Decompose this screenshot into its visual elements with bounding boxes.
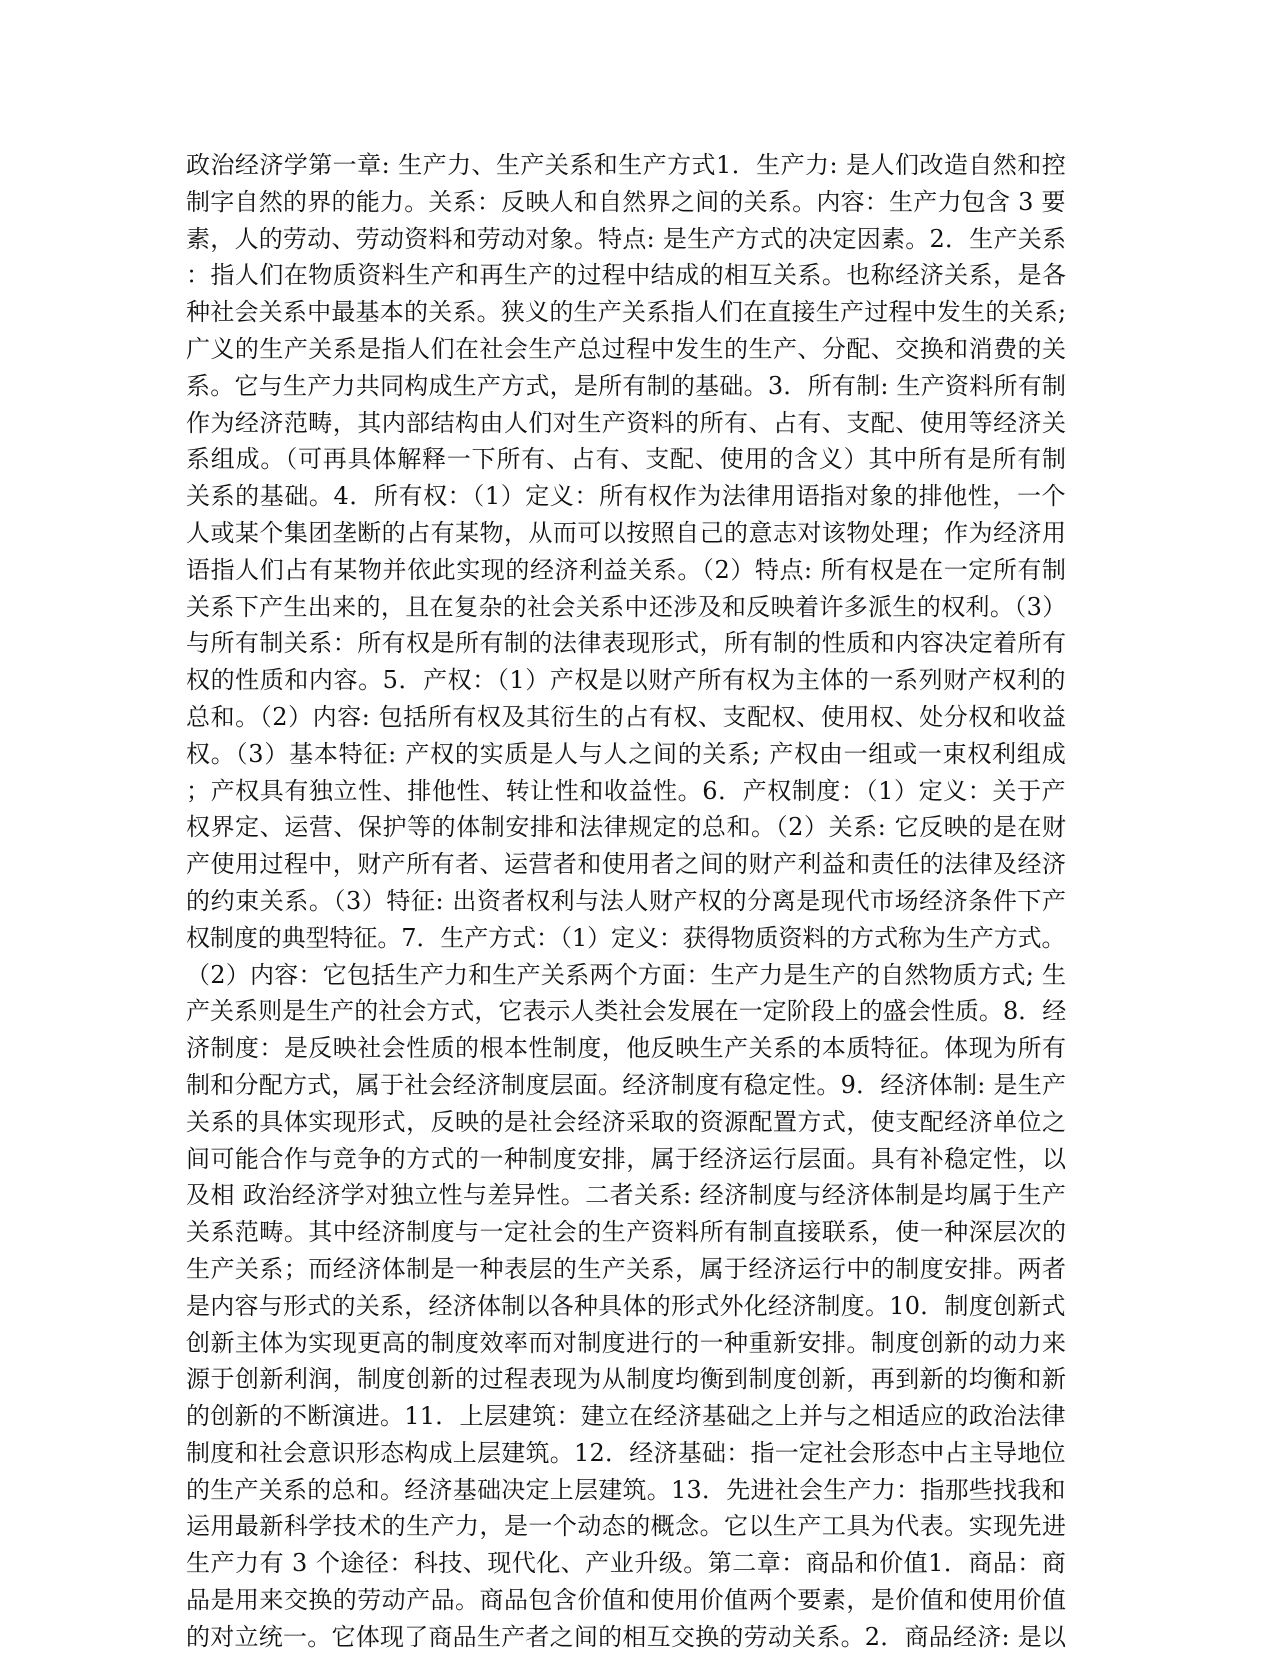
text-line: 济制度：是反映社会性质的根本性制度，他反映生产关系的本质特征。体现为所有 (186, 1034, 1067, 1063)
text-line: 的创新的不断演进。11．上层建筑：建立在经济基础之上并与之相适应的政治法律 (186, 1402, 1066, 1431)
text-line: 间可能合作与竞争的方式的一种制度安排，属于经济运行层面。具有补稳定性，以 (186, 1144, 1067, 1173)
text-line: 关系下产生出来的，且在复杂的社会关系中还涉及和反映着许多派生的权利。（3） (186, 592, 1067, 621)
text-line: 系组成。（可再具体解释一下所有、占有、支配、使用的含义）其中所有是所有制 (186, 445, 1067, 474)
text-line: 权制度的典型特征。7．生产方式：（1）定义：获得物质资料的方式称为生产方式。 (186, 923, 1066, 952)
text-line: 关系的基础。4．所有权：（1）定义：所有权作为法律用语指对象的排他性，一个 (186, 482, 1067, 511)
text-line: 系。它与生产力共同构成生产方式，是所有制的基础。3．所有制: 生产资料所有制 (186, 371, 1067, 400)
text-line: 及相 政治经济学对独立性与差异性。二者关系: 经济制度与经济体制是均属于生产 (186, 1181, 1067, 1210)
text-line: ；产权具有独立性、排他性、转让性和收益性。6．产权制度：（1）定义：关于产 (186, 776, 1067, 805)
text-line: 的对立统一。它体现了商品生产者之间的相互交换的劳动关系。2．商品经济: 是以 (186, 1622, 1067, 1651)
text-line: 的生产关系的总和。经济基础决定上层建筑。13．先进社会生产力：指那些找我和 (186, 1475, 1066, 1504)
text-line: 制度和社会意识形态构成上层建筑。12．经济基础：指一定社会形态中占主导地位 (186, 1438, 1066, 1467)
text-line: 生产力有 3 个途径：科技、现代化、产业升级。第二章：商品和价值1．商品：商 (186, 1549, 1067, 1578)
text-line: 的约束关系。（3）特征: 出资者权利与法人财产权的分离是现代市场经济条件下产 (186, 886, 1067, 915)
text-line: 关系的具体实现形式，反映的是社会经济采取的资源配置方式，使支配经济单位之 (186, 1107, 1067, 1136)
text-line: 权。（3）基本特征: 产权的实质是人与人之间的关系; 产权由一组或一束权利组成 (186, 739, 1067, 768)
text-line: 产使用过程中，财产所有者、运营者和使用者之间的财产利益和责任的法律及经济 (186, 850, 1067, 879)
text-line: 创新主体为实现更高的制度效率而对制度进行的一种重新安排。制度创新的动力来 (186, 1328, 1067, 1357)
text-line: 权界定、运营、保护等的体制安排和法律规定的总和。（2）关系: 它反映的是在财 (186, 813, 1067, 842)
text-line: 素，人的劳动、劳动资料和劳动对象。特点: 是生产方式的决定因素。2．生产关系 (186, 224, 1067, 253)
text-line: ：指人们在物质资料生产和再生产的过程中结成的相互关系。也称经济关系，是各 (186, 261, 1067, 290)
text-line: 总和。（2）内容: 包括所有权及其衍生的占有权、支配权、使用权、处分权和收益 (186, 702, 1067, 731)
text-line: 关系范畴。其中经济制度与一定社会的生产资料所有制直接联系，使一种深层次的 (186, 1218, 1067, 1247)
text-line: 制字自然的界的能力。关系：反映人和自然界之间的关系。内容：生产力包含 3 要 (186, 187, 1066, 216)
text-line: 作为经济范畴，其内部结构由人们对生产资料的所有、占有、支配、使用等经济关 (186, 408, 1067, 437)
text-line: 政治经济学第一章: 生产力、生产关系和生产方式1．生产力: 是人们改造自然和控 (186, 151, 1067, 179)
text-line: 制和分配方式，属于社会经济制度层面。经济制度有稳定性。9．经济体制: 是生产 (186, 1070, 1067, 1099)
text-line: 权的性质和内容。5．产权：（1）产权是以财产所有权为主体的一系列财产权利的 (186, 666, 1067, 695)
text-line: （2）内容：它包括生产力和生产关系两个方面：生产力是生产的自然物质方式; 生 (186, 960, 1067, 989)
text-line: 语指人们占有某物并依此实现的经济利益关系。（2）特点: 所有权是在一定所有制 (186, 555, 1067, 584)
text-line: 生产关系；而经济体制是一种表层的生产关系，属于经济运行中的制度安排。两者 (186, 1254, 1067, 1283)
text-line: 是内容与形式的关系，经济体制以各种具体的形式外化经济制度。10．制度创新式 (186, 1291, 1066, 1320)
text-line: 与所有制关系：所有权是所有制的法律表现形式，所有制的性质和内容决定着所有 (186, 629, 1067, 658)
text-line: 产关系则是生产的社会方式，它表示人类社会发展在一定阶段上的盛会性质。8．经 (186, 997, 1067, 1026)
body-text (186, 147, 1066, 1656)
text-line: 人或某个集团垄断的占有某物，从而可以按照自己的意志对该物处理；作为经济用 (186, 518, 1067, 547)
text-line: 运用最新科学技术的生产力，是一个动态的概念。它以生产工具为代表。实现先进 (186, 1512, 1067, 1541)
text-line: 广义的生产关系是指人们在社会生产总过程中发生的生产、分配、交换和消费的关 (186, 334, 1067, 363)
text-line: 品是用来交换的劳动产品。商品包含价值和使用价值两个要素，是价值和使用价值 (186, 1586, 1067, 1615)
text-line: 源于创新利润，制度创新的过程表现为从制度均衡到制度创新，再到新的均衡和新 (186, 1365, 1067, 1394)
text-line: 种社会关系中最基本的关系。狭义的生产关系指人们在直接生产过程中发生的关系; (186, 298, 1067, 327)
